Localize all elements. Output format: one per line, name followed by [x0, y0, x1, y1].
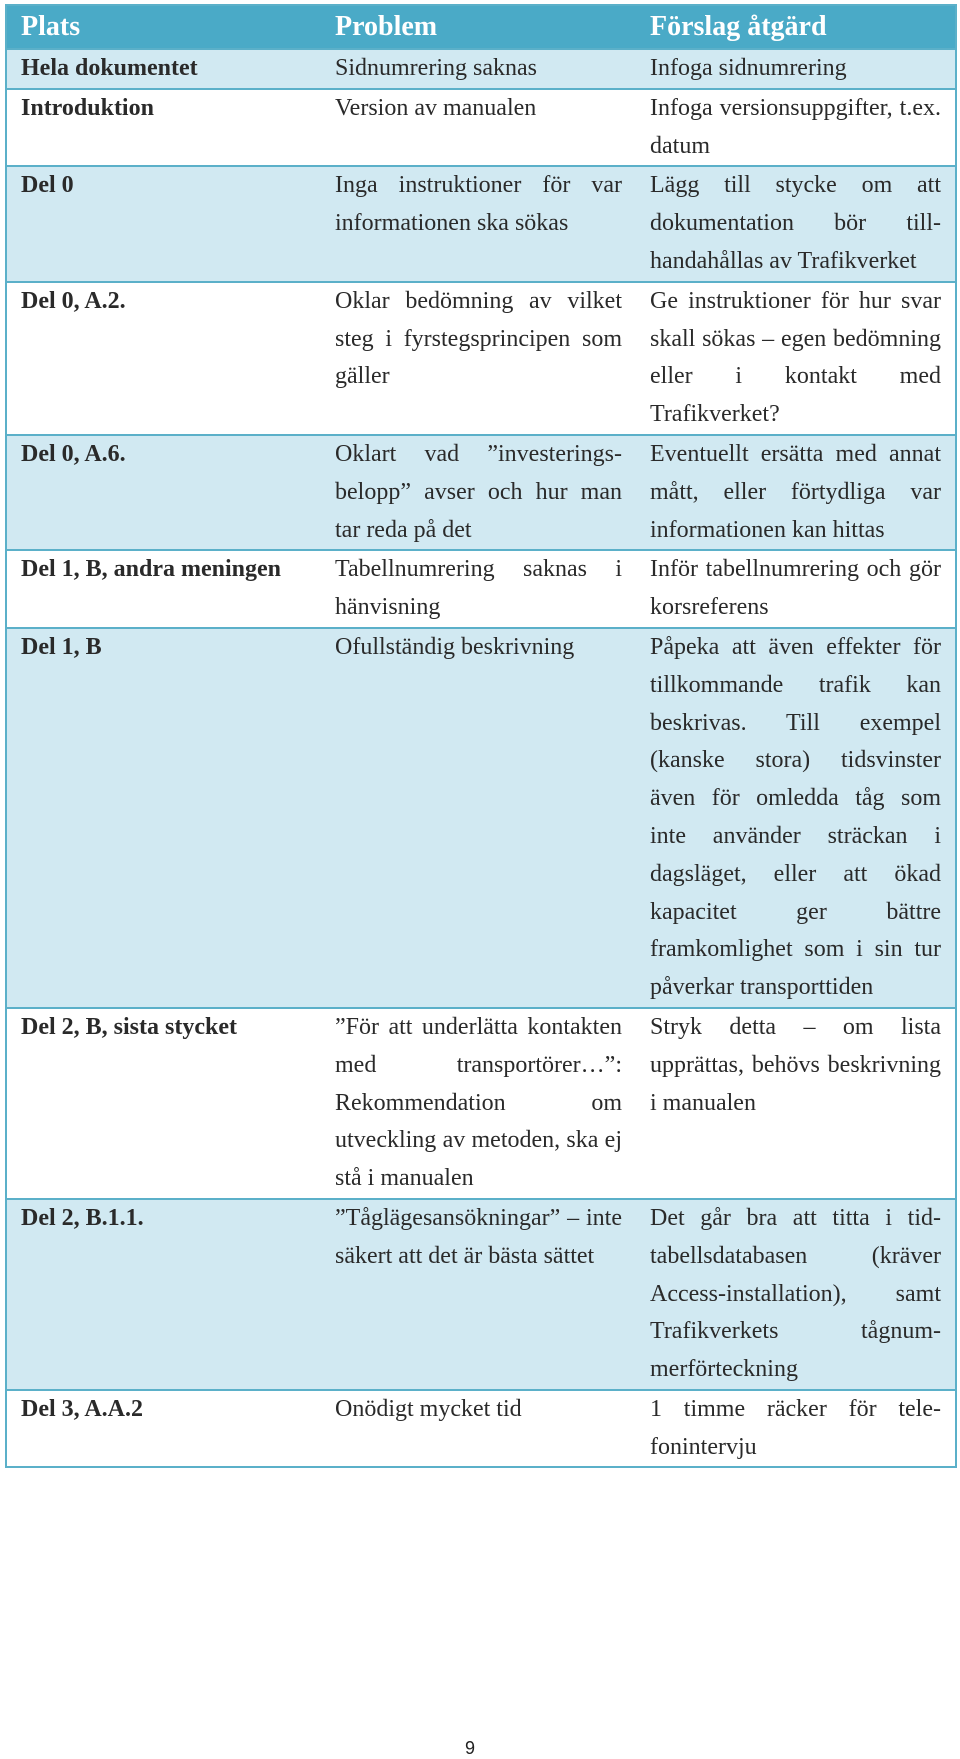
cell-place: Del 1, B — [6, 628, 321, 1008]
cell-action: Infoga versionsuppgifter, t.ex. datum — [636, 89, 956, 167]
cell-place: Del 0, A.2. — [6, 282, 321, 435]
cell-action: Påpeka att även effekter för tillkommande trafik kan beskrivas. Till exempel (kanske stora) tidsvinster även för omledda tåg som inte använder sträckan i dagsläget, eller att ökad kapacitet ger bättre framkomlighet som i sin tur påverkar transporttiden — [636, 628, 956, 1008]
cell-problem: ”För att underlätta kontakten med transportörer…”: Rekommendation om utveckling av metoden, ska ej stå i manualen — [321, 1008, 636, 1199]
cell-place: Introduktion — [6, 89, 321, 167]
table-row — [6, 89, 956, 167]
cell-problem: Oklart vad ”investeringsbelopp” avser och hur man tar reda på det — [321, 435, 636, 550]
cell-action: Det går bra att titta i tidtabellsdatabasen (kräver Access-installation), samt Trafikverkets tågnummerförteckning — [636, 1199, 956, 1390]
table-row — [6, 550, 956, 628]
cell-problem: Oklar bedömning av vilket steg i fyrstegsprincipen som gäller — [321, 282, 636, 435]
cell-problem: Tabellnumrering saknas i hänvisning — [321, 550, 636, 628]
cell-action: 1 timme räcker för telefonintervju — [636, 1390, 956, 1468]
cell-problem: Onödigt mycket tid — [321, 1390, 636, 1468]
table-row — [6, 1008, 956, 1199]
cell-action: Stryk detta – om lista upprättas, behövs beskrivning i manualen — [636, 1008, 956, 1199]
table-row — [6, 282, 956, 435]
cell-place: Del 0 — [6, 166, 321, 281]
table-body — [6, 49, 956, 1467]
page-number: 9 — [464, 1738, 475, 1758]
cell-action: Lägg till stycke om att dokumentation bör tillhandahållas av Trafikverket — [636, 166, 956, 281]
table-row — [6, 628, 956, 1008]
header-row — [6, 5, 956, 49]
cell-problem: Inga instruktioner för var informationen ska sökas — [321, 166, 636, 281]
header-forslag-atgard: Förslag åtgärd — [636, 5, 956, 49]
cell-place: Del 2, B, sista stycket — [6, 1008, 321, 1199]
cell-place: Hela dokumentet — [6, 49, 321, 89]
table-row — [6, 166, 956, 281]
cell-problem: Ofullständig beskrivning — [321, 628, 636, 1008]
cell-action: Eventuellt ersätta med annat mått, eller förtydliga var informationen kan hittas — [636, 435, 956, 550]
cell-problem: Version av manualen — [321, 89, 636, 167]
cell-place: Del 1, B, andra meningen — [6, 550, 321, 628]
cell-place: Del 0, A.6. — [6, 435, 321, 550]
table-row — [6, 435, 956, 550]
cell-place: Del 2, B.1.1. — [6, 1199, 321, 1390]
header-plats: Plats — [6, 5, 321, 49]
header-problem: Problem — [321, 5, 636, 49]
cell-action: Ge instruktioner för hur svar skall sökas – egen bedömning eller i kontakt med Trafikverket? — [636, 282, 956, 435]
cell-action: Inför tabellnumrering och gör korsreferens — [636, 550, 956, 628]
cell-problem: ”Tåglägesansökningar” – inte säkert att det är bästa sättet — [321, 1199, 636, 1390]
cell-action: Infoga sidnumrering — [636, 49, 956, 89]
cell-place: Del 3, A.A.2 — [6, 1390, 321, 1468]
table-row — [6, 1199, 956, 1390]
review-table — [5, 4, 957, 1468]
cell-problem: Sidnumrering saknas — [321, 49, 636, 89]
table-row — [6, 1390, 956, 1468]
table-row — [6, 49, 956, 89]
table-header — [6, 5, 956, 49]
